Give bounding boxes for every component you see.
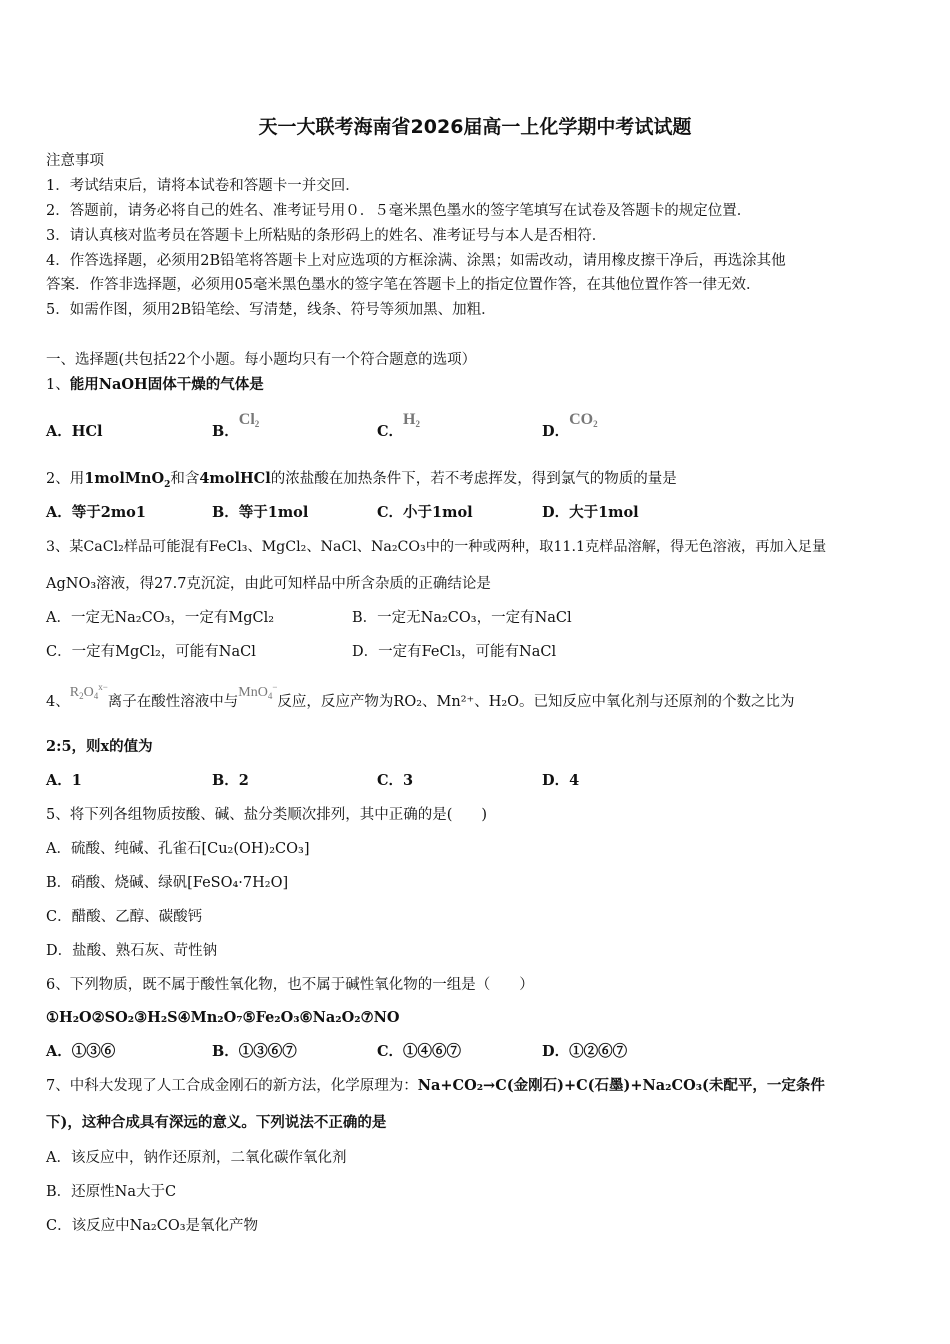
q4-text-mid: 离子在酸性溶液中与	[107, 694, 239, 710]
question-4-num: 4、	[46, 694, 70, 710]
question-3-stem-line-2: AgNO₃溶液，得27.7克沉淀，由此可知样品中所含杂质的正确结论是	[46, 576, 491, 592]
question-5-option-d: D．盐酸、熟石灰、苛性钠	[46, 943, 218, 959]
question-3-option-c: C．一定有MgCl₂，可能有NaCl	[46, 644, 256, 660]
option-d-label: D．	[542, 423, 570, 440]
question-6-option-b: B．①③⑥⑦	[212, 1043, 297, 1060]
q7-text-b: Na+CO₂→C(金刚石)+C(石墨)+Na₂CO₃(未配平，一定条件	[417, 1077, 825, 1094]
formula-h2-sub: 2	[415, 419, 420, 429]
formula-co2-base: CO	[569, 411, 594, 428]
question-4-option-c: C．3	[377, 772, 414, 789]
question-5-stem: 5、将下列各组物质按酸、碱、盐分类顺次排列，其中正确的是( )	[46, 807, 488, 823]
question-2-option-a: A．等于2mo1	[46, 504, 146, 521]
question-4-option-a: A．1	[46, 772, 82, 789]
question-7-option-c: C．该反应中Na₂CO₃是氧化产物	[46, 1218, 259, 1234]
option-b-label: B．	[212, 423, 239, 440]
q4-text-rest: 反应，反应产物为RO₂、Mn²⁺、H₂O。已知反应中氧化剂与还原剂的个数之比为	[277, 694, 795, 710]
question-7-option-a: A．该反应中，钠作还原剂，二氧化碳作氧化剂	[46, 1150, 347, 1166]
r2o4-sub2: 4	[93, 691, 99, 701]
r2o4-r: R	[69, 685, 80, 700]
question-4-stem-line-1	[46, 682, 795, 716]
question-1-num: 1、	[46, 377, 70, 393]
question-6-stem: 6、下列物质，既不属于酸性氧化物，也不属于碱性氧化物的一组是（ ）	[46, 977, 534, 993]
question-1-option-c	[377, 411, 420, 446]
notice-item-4: 4．作答选择题，必须用2B铅笔将答题卡上对应选项的方框涂满、涂黑；如需改动，请用橡皮擦干净后，再选涂其他	[46, 253, 786, 269]
formula-cl2	[239, 411, 260, 428]
question-2-option-b: B．等于1mol	[212, 504, 309, 521]
formula-cl2-sub: 2	[254, 419, 260, 429]
formula-co2	[569, 411, 598, 428]
question-2-option-c: C．小于1mol	[377, 504, 473, 521]
question-1-option-d	[542, 411, 598, 446]
notice-heading: 注意事项	[46, 153, 104, 169]
question-7-stem-line-2: 下)，这种合成具有深远的意义。下列说法不正确的是	[46, 1114, 387, 1131]
question-1-text: 能用NaOH固体干燥的气体是	[69, 376, 264, 393]
r2o4-o: O	[83, 685, 94, 700]
notice-item-2: 2．答题前，请务必将自己的姓名、准考证号用０．５毫米黑色墨水的签字笔填写在试卷及答题卡的规定位置．	[46, 203, 752, 219]
question-6-option-a: A．①③⑥	[46, 1043, 116, 1060]
page-title: 天一大联考海南省2026届高一上化学期中考试试题	[258, 116, 692, 138]
formula-h2-base: H	[403, 411, 416, 428]
formula-cl2-base: Cl	[238, 411, 255, 428]
question-6-option-c: C．①④⑥⑦	[377, 1043, 462, 1060]
formula-h2	[403, 411, 420, 428]
mno4-sup: −	[272, 682, 278, 692]
mno4-sub: 4	[267, 691, 273, 701]
notice-item-1: 1．考试结束后，请将本试卷和答题卡一并交回．	[46, 178, 360, 194]
q2-text-a: 用	[69, 471, 85, 487]
question-4-stem-line-2: 2:5，则x的值为	[46, 738, 153, 755]
q2-text-b: 1molMnO	[84, 470, 165, 487]
question-6-list: ①H₂O②SO₂③H₂S④Mn₂O₇⑤Fe₂O₃⑥Na₂O₂⑦NO	[46, 1009, 400, 1026]
formula-mno4	[238, 682, 278, 701]
question-4-option-d: D．4	[542, 772, 580, 789]
r2o4-sup: x−	[98, 682, 108, 692]
section-heading: 一、选择题(共包括22个小题。每小题均只有一个符合题意的选项）	[46, 352, 477, 368]
formula-co2-sub: 2	[593, 419, 598, 429]
question-7-stem-line-1	[46, 1076, 825, 1096]
option-c-label: C．	[377, 423, 404, 440]
question-5-option-a: A．硫酸、纯碱、孔雀石[Cu₂(OH)₂CO₃]	[46, 841, 310, 857]
question-5-option-c: C．醋酸、乙醇、碳酸钙	[46, 909, 203, 925]
question-3-option-b: B．一定无Na₂CO₃，一定有NaCl	[352, 610, 572, 626]
notice-item-3: 3．请认真核对监考员在答题卡上所粘贴的条形码上的姓名、准考证号与本人是否相符．	[46, 228, 607, 244]
notice-item-4-cont: 答案．作答非选择题，必须用05毫米黑色墨水的签字笔在答题卡上的指定位置作答，在其他位置作答一律无效．	[46, 277, 761, 293]
q7-text-a: 7、中科大发现了人工合成金刚石的新方法，化学原理为：	[46, 1078, 418, 1094]
question-2-num: 2、	[46, 471, 70, 487]
q2-text-f: 的浓盐酸在加热条件下，若不考虑挥发，得到氯气的物质的量是	[270, 471, 677, 487]
question-3-option-a: A．一定无Na₂CO₃，一定有MgCl₂	[46, 610, 275, 626]
question-1-stem	[46, 375, 264, 395]
mno4-base: MnO	[238, 685, 268, 700]
question-1-option-a: A．HCl	[46, 423, 103, 440]
formula-r2o4	[69, 682, 108, 701]
question-5-option-b: B．硝酸、烧碱、绿矾[FeSO₄·7H₂O]	[46, 875, 289, 891]
question-7-option-b: B．还原性Na大于C	[46, 1184, 177, 1200]
q2-text-e: 4molHCl	[199, 470, 271, 487]
question-4-option-b: B．2	[212, 772, 249, 789]
r2o4-sub1: 2	[79, 691, 84, 701]
question-3-stem-line-1: 3、某CaCl₂样品可能混有FeCl₃、MgCl₂、NaCl、Na₂CO₃中的一种或两种，取11.1克样品溶解，得无色溶液，再加入足量	[46, 539, 827, 555]
q2-text-d: 和含	[170, 471, 200, 487]
question-2-stem	[46, 469, 677, 495]
q2-text-c: 2	[164, 479, 171, 490]
question-6-option-d: D．①②⑥⑦	[542, 1043, 628, 1060]
question-2-option-d: D．大于1mol	[542, 504, 639, 521]
question-1-option-b	[212, 411, 260, 446]
question-3-option-d: D．一定有FeCl₃，可能有NaCl	[352, 644, 557, 660]
notice-item-5: 5．如需作图，须用2B铅笔绘、写清楚，线条、符号等须加黑、加粗．	[46, 302, 496, 318]
